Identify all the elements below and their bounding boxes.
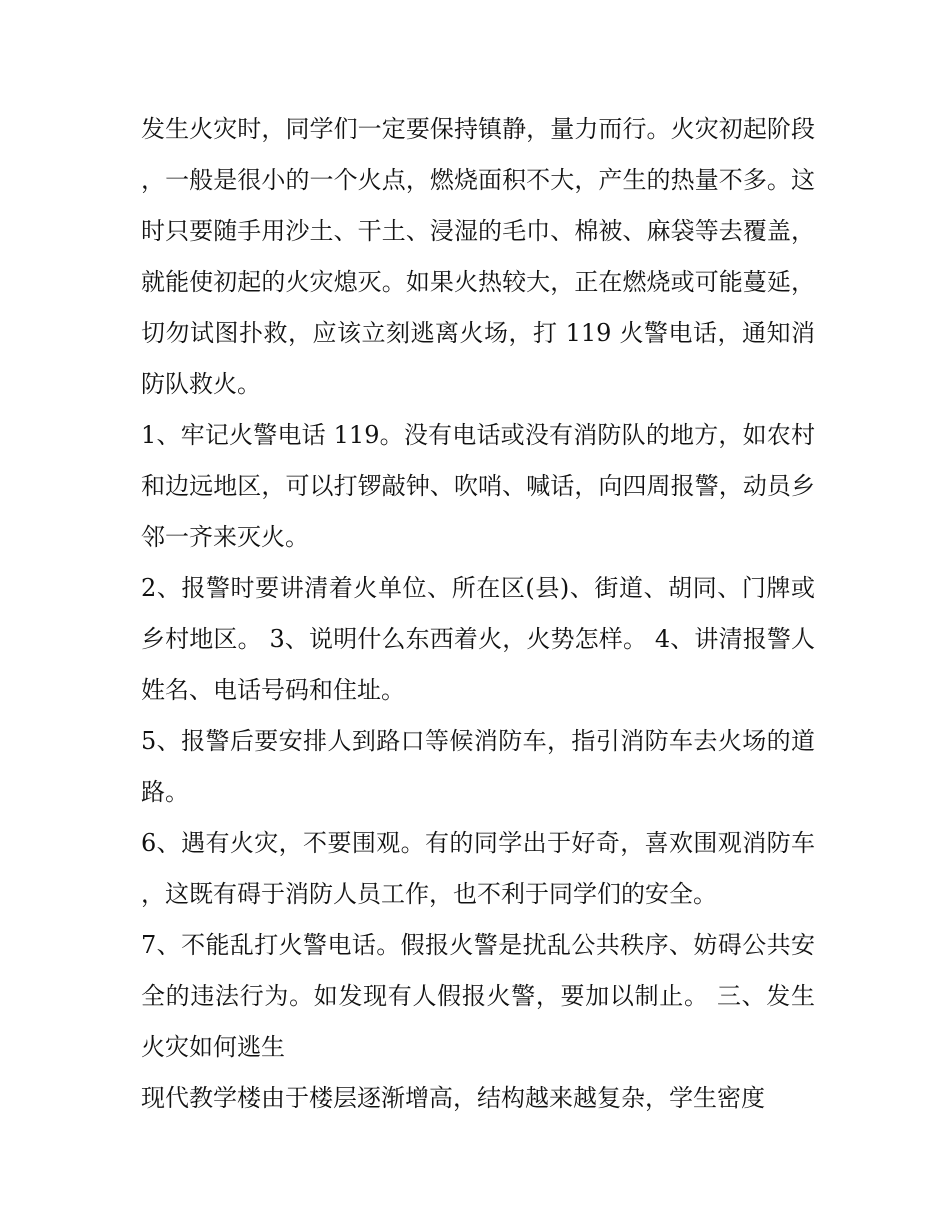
- paragraph-escape-intro: 现代教学楼由于楼层逐渐增高，结构越来越复杂，学生密度: [141, 1084, 765, 1112]
- paragraph-item-1: 1、牢记火警电话 119。没有电话或没有消防队的地方，如农村和边远地区，可以打锣敲钟、吹哨、喊话，向四周报警，动员乡邻一齐来灭火。: [141, 421, 815, 551]
- document-body: [141, 104, 815, 1124]
- paragraph-item-5: 5、报警后要安排人到路口等候消防车，指引消防车去火场的道路。: [141, 727, 815, 806]
- paragraph-item-2-4: 2、报警时要讲清着火单位、所在区(县)、街道、胡同、门牌或乡村地区。 3、说明什么东西着火，火势怎样。 4、讲清报警人姓名、电话号码和住址。: [141, 574, 815, 704]
- paragraph-fire-initial-response: 发生火灾时，同学们一定要保持镇静，量力而行。火灾初起阶段，一般是很小的一个火点，燃烧面积不大，产生的热量不多。这时只要随手用沙土、干土、浸湿的毛巾、棉被、麻袋等去覆盖，就能使初起的火灾熄灭。如果火热较大，正在燃烧或可能蔓延，切勿试图扑救，应该立刻逃离火场，打 119 火警电话，通知消防队救火。: [141, 115, 815, 398]
- paragraph-item-7: 7、不能乱打火警电话。假报火警是扰乱公共秩序、妨碍公共安全的违法行为。如发现有人假报火警，要加以制止。 三、发生火灾如何逃生: [141, 931, 815, 1061]
- paragraph-item-6: 6、遇有火灾，不要围观。有的同学出于好奇，喜欢围观消防车，这既有碍于消防人员工作，也不利于同学们的安全。: [141, 829, 815, 908]
